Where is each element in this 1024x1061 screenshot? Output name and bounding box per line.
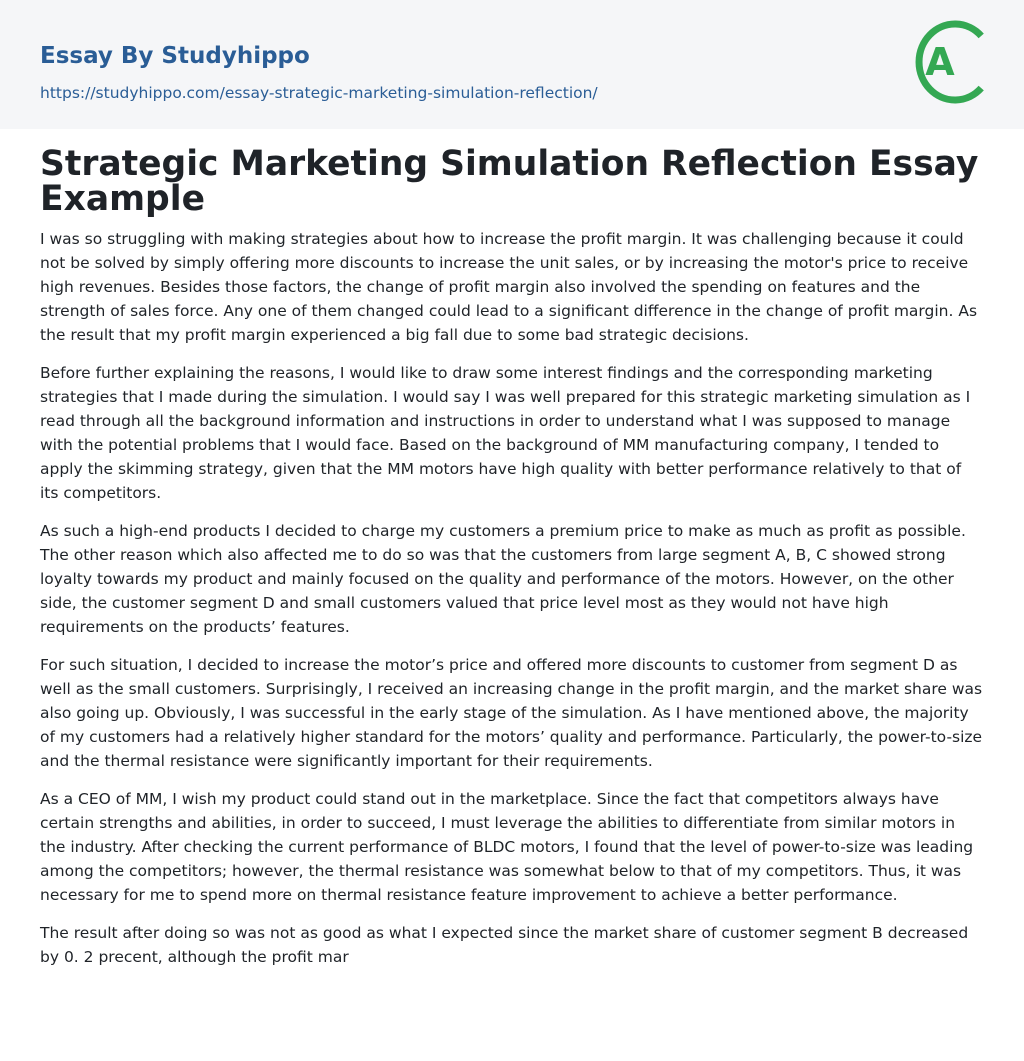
site-header	[0, 0, 1024, 129]
essay-title: Strategic Marketing Simulation Reflection Essay Example	[40, 144, 979, 219]
essay-paragraph: Before further explaining the reasons, I would like to draw some interest findings and the corresponding marketing strategies that I made during the simulation. I would say I was well prepared for this strategic marketing simulation as I read through all the background information and instructions in order to understand what I was supposed to manage with the potential problems that I would face. Based on the background of MM manufacturing company, I tended to apply the skimming strategy, given that the MM motors have high quality with better performance relatively to that of its competitors.	[40, 364, 971, 502]
essay-paragraph: As such a high-end products I decided to charge my customers a premium price to make as much as profit as possible. The other reason which also affected me to do so was that the customers from large segment A, B, C showed strong loyalty towards my product and mainly focused on the quality and performance of the motors. However, on the other side, the customer segment D and small customers valued that price level most as they would not have high requirements on the products’ features.	[40, 522, 966, 636]
site-brand[interactable]: Essay By Studyhippo	[40, 43, 310, 69]
logo-letter: A	[925, 40, 955, 84]
essay-content	[0, 144, 1024, 969]
essay-paragraph: For such situation, I decided to increase the motor’s price and offered more discounts to customer from segment D as well as the small customers. Surprisingly, I received an increasing change in the profit margin, and the market share was also going up. Obviously, I was successful in the early stage of the simulation. As I have mentioned above, the majority of my customers had a relatively higher standard for the motors’ quality and performance. Particularly, the power-to-size and the thermal resistance were significantly important for their requirements.	[40, 656, 983, 770]
essay-paragraph: As a CEO of MM, I wish my product could stand out in the marketplace. Since the fact that competitors always have certain strengths and abilities, in order to succeed, I must leverage the abilities to differentiate from similar motors in the industry. After checking the current performance of BLDC motors, I found that the level of power-to-size was leading among the competitors; however, the thermal resistance was somewhat below to that of my competitors. Thus, it was necessary for me to spend more on thermal resistance feature improvement to achieve a better performance.	[40, 790, 974, 904]
essay-paragraph: I was so struggling with making strategies about how to increase the profit margin. It was challenging because it could not be solved by simply offering more discounts to increase the unit sales, or by increasing the motor's price to receive high revenues. Besides those factors, the change of profit margin also involved the spending on features and the strength of sales force. Any one of them changed could lead to a significant difference in the change of profit margin. As the result that my profit margin experienced a big fall due to some bad strategic decisions.	[40, 230, 978, 344]
studyhippo-logo-icon[interactable]	[914, 20, 986, 104]
essay-url-link[interactable]: https://studyhippo.com/essay-strategic-marketing-simulation-reflection/	[40, 84, 598, 102]
essay-paragraph: The result after doing so was not as good as what I expected since the market share of customer segment B decreased by 0. 2 precent, although the profit mar	[40, 924, 969, 966]
